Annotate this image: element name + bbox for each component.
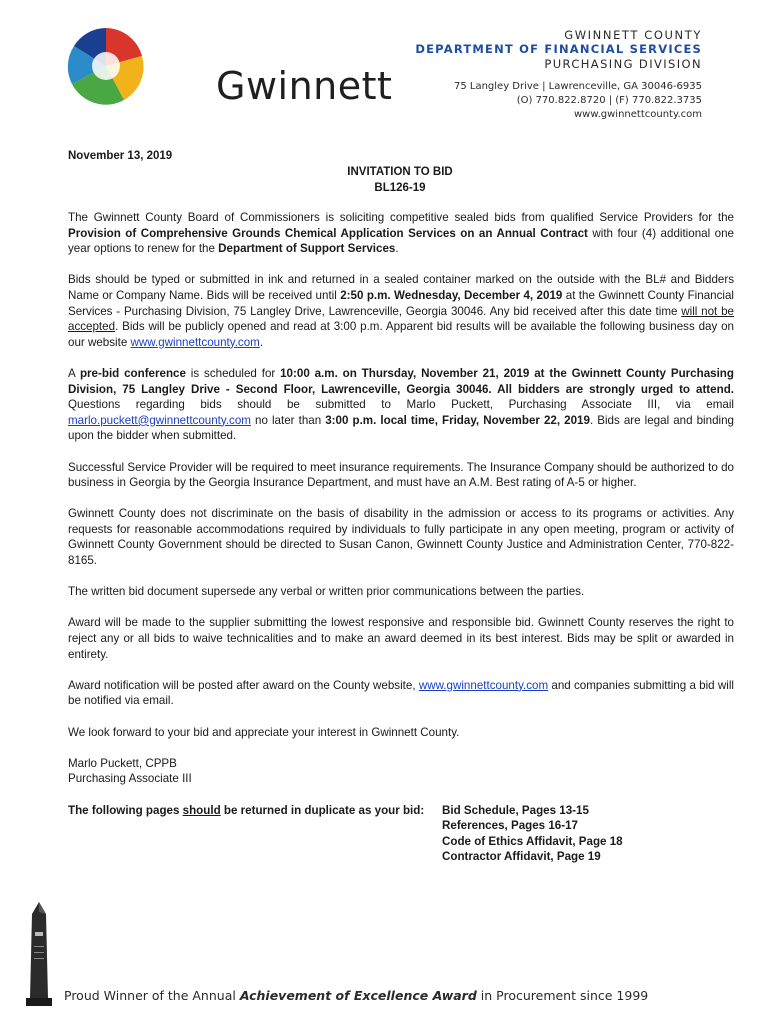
website-link[interactable]: www.gwinnettcounty.com xyxy=(130,335,260,349)
footer-award: Proud Winner of the Annual Achievement of Excellence Award in Procurement since 1999 xyxy=(64,988,649,1003)
paragraph-prebid: A pre-bid conference is scheduled for 10:00 a.m. on Thursday, November 21, 2019 at the Gwinnett County Purchasing Division, 75 Langley Drive - Second Floor, Lawrenceville, Georgia 30046. All bidders are strongly urged to attend. Questions regarding bids should be submitted to Marlo Puckett, Purchasing Associate III, via email marlo.puckett@gwinnettcounty.com no later than 3:00 p.m. local time, Friday, November 22, 2019. Bids are legal and binding upon the bidder when submitted. xyxy=(68,366,734,443)
paragraph-closing: We look forward to your bid and appreciate your interest in Gwinnett County. xyxy=(68,725,460,739)
gwinnett-circle-icon xyxy=(66,26,146,106)
signer-name: Marlo Puckett, CPPB xyxy=(68,756,177,770)
website-link-2[interactable]: www.gwinnettcounty.com xyxy=(418,678,549,692)
list-item: Bid Schedule, Pages 13-15 xyxy=(442,803,589,817)
award-obelisk-icon xyxy=(22,902,56,1006)
invitation-heading: INVITATION TO BID xyxy=(347,166,453,178)
signer-title: Purchasing Associate III xyxy=(68,772,192,786)
phone-fax: (O) 770.822.8720 | (F) 770.822.3735 xyxy=(516,95,702,106)
letterhead xyxy=(415,28,702,122)
paragraph-intro: The Gwinnett County Board of Commissioners is soliciting competitive sealed bids from qualified Service Providers for the Provision of Comprehensive Grounds Chemical Application Services on an Annual Contract with four (4) additional one year options to renew for the Department of Support Services. xyxy=(68,211,734,256)
address: 75 Langley Drive | Lawrenceville, GA 30046-6935 xyxy=(453,81,702,92)
county-name: GWINNETT COUNTY xyxy=(564,28,702,42)
letter-body xyxy=(68,210,734,873)
gwinnett-logo xyxy=(66,24,393,124)
paragraph-nondiscrimination: Gwinnett County does not discriminate on the basis of disability in the admission or access to its programs or activities. Any requests for reasonable accommodations required by individuals to fully participate in any open meeting, program or activity of Gwinnett County Government should be directed to Susan Canon, Gwinnett County Justice and Administration Center, 770-822-8165. xyxy=(68,507,734,568)
list-item: Contractor Affidavit, Page 19 xyxy=(442,850,601,864)
return-list xyxy=(442,803,623,865)
department-name: DEPARTMENT OF FINANCIAL SERVICES xyxy=(415,42,702,56)
header-website: www.gwinnettcounty.com xyxy=(573,109,702,120)
paragraph-award: Award will be made to the supplier submitting the lowest responsive and responsible bid. Gwinnett County reserves the right to reject any or all bids to waive technicalities and to make an award deemed in its best interest. Bids may be split or awarded in entirety. xyxy=(68,616,734,661)
paragraph-supersede: The written bid document supersede any verbal or written prior communications between the parties. xyxy=(68,585,585,599)
email-link[interactable]: marlo.puckett@gwinnettcounty.com xyxy=(68,413,251,427)
paragraph-notification: Award notification will be posted after award on the County website, www.gwinnettcounty.com and companies submitting a bid will be notified via email. xyxy=(68,678,734,708)
list-item: Code of Ethics Affidavit, Page 18 xyxy=(442,834,623,848)
logo-wordmark: Gwinnett xyxy=(216,64,393,108)
signature-block xyxy=(68,756,734,787)
paragraph-insurance: Successful Service Provider will be required to meet insurance requirements. The Insurance Company should be authorized to do business in Georgia by the Georgia Insurance Department, and must have an A.M. Best rating of A-5 or higher. xyxy=(68,460,734,490)
return-pages xyxy=(68,803,734,873)
paragraph-submission: Bids should be typed or submitted in ink and returned in a sealed container marked on the outside with the BL# and Bidders Name or Company Name. Bids will be received until 2:50 p.m. Wednesday, December 4, 2019 at the Gwinnett County Financial Services - Purchasing Division, 75 Langley Drive, Lawrenceville, Georgia 30046. Any bid received after this date time will not be accepted. Bids will be publicly opened and read at 3:00 p.m. Apparent bid results will be available the following business day on our website www.gwinnettcounty.com. xyxy=(68,273,734,349)
letter-date: November 13, 2019 xyxy=(68,150,173,162)
list-item: References, Pages 16-17 xyxy=(442,819,578,833)
letter-title xyxy=(0,164,770,196)
return-instructions: The following pages should be returned in duplicate as your bid: xyxy=(68,803,425,817)
division-name: PURCHASING DIVISION xyxy=(544,57,702,71)
bid-number: BL126-19 xyxy=(374,182,426,194)
